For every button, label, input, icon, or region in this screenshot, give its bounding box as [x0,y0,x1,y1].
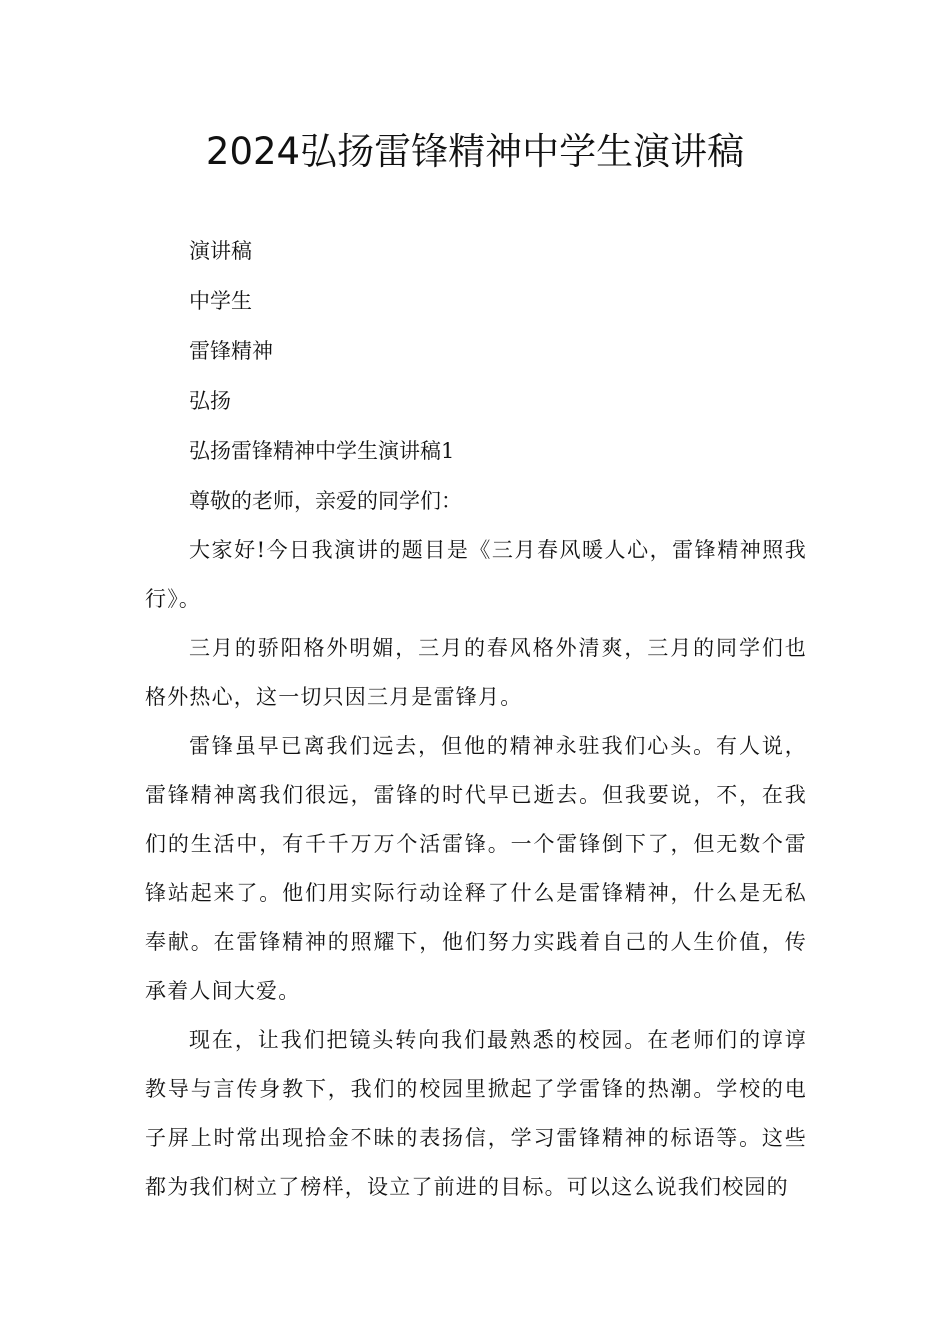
section-heading: 弘扬雷锋精神中学生演讲稿1 [189,439,455,463]
keyword-line: 演讲稿 [189,239,252,263]
salutation: 尊敬的老师，亲爱的同学们： [189,489,462,513]
paragraph: 大家好!今日我演讲的题目是《三月春风暖人心，雷锋精神照我行》。 [145,538,807,611]
document-body [145,226,807,1212]
document-title: 2024弘扬雷锋精神中学生演讲稿 [205,130,745,173]
paragraph: 三月的骄阳格外明媚，三月的春风格外清爽，三月的同学们也格外热心，这一切只因三月是雷锋月。 [145,636,807,709]
paragraph: 雷锋虽早已离我们远去，但他的精神永驻我们心头。有人说，雷锋精神离我们很远，雷锋的时代早已逝去。但我要说，不，在我们的生活中，有千千万万个活雷锋。一个雷锋倒下了，但无数个雷锋站起来了。他们用实际行动诠释了什么是雷锋精神，什么是无私奉献。在雷锋精神的照耀下，他们努力实践着自己的人生价值，传承着人间大爱。 [145,734,807,1003]
keyword-line: 中学生 [189,289,252,313]
keyword-line: 弘扬 [189,389,231,413]
keyword-line: 雷锋精神 [189,339,273,363]
paragraph: 现在，让我们把镜头转向我们最熟悉的校园。在老师们的谆谆教导与言传身教下，我们的校园里掀起了学雷锋的热潮。学校的电子屏上时常出现拾金不昧的表扬信，学习雷锋精神的标语等。这些都为我们树立了榜样，设立了前进的目标。可以这么说我们校园的 [145,1028,807,1199]
